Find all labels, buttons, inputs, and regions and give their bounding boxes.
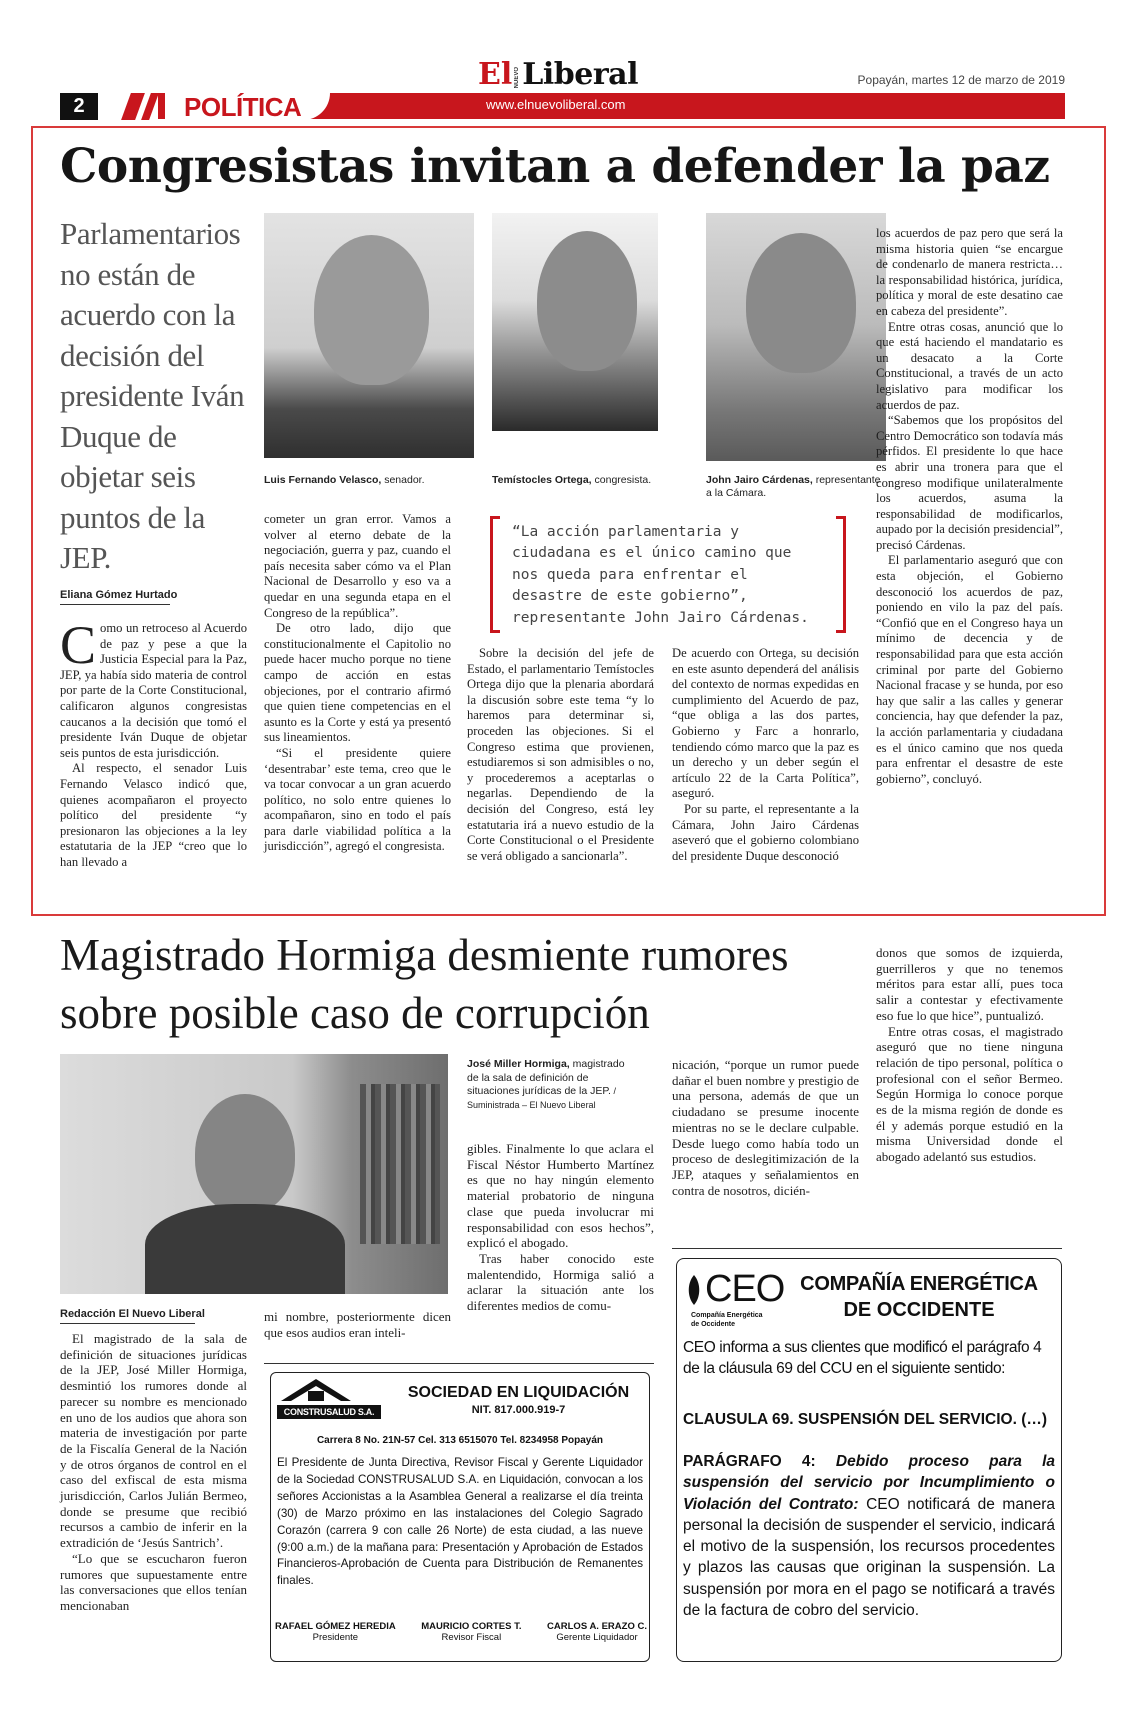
ceo-title-1: COMPAÑÍA ENERGÉTICA — [800, 1273, 1038, 1295]
ceo-paragraph-text: CEO notificará de manera personal la decisión de suspender el servicio, indicará el motivo de la suspensión, los recursos procedentes y plazos las causas que originan la suspensión. La suspensión por mora en el pago se notificará a través de la factura de cobro del servicio. — [683, 1495, 1055, 1620]
photo-cardenas-head — [746, 233, 856, 373]
article1-col2-p2: De otro lado, dijo que constitucionalmente el Capitolio no puede hacer mucho porque no tiene campo de acción en estas objeciones, por el contrario afirmó que quien tiene competencias en el asunto es la Corte y está ya presentó sus lineamientos. — [264, 621, 451, 745]
ad-ceo — [676, 1258, 1062, 1662]
photo-hormiga — [60, 1054, 448, 1294]
article2-headline-line2: sobre posible caso de corrupción — [60, 988, 650, 1038]
article1-col3 — [467, 646, 654, 864]
article1-deck: Parlamentarios no están de acuerdo con la decisión del presidente Iván Duque de objetar seis puntos de la JEP. — [60, 216, 245, 575]
caption-cardenas — [706, 474, 886, 500]
logo-liberal: Liberal — [522, 57, 638, 92]
article1-col5-p2: Entre otras cosas, anunció que lo que está haciendo el mandatario es un desacato a la Corte Constitucional, a través de un acto legislativo para modificar los acuerdos de paz. — [876, 319, 1063, 412]
article1-col1-p1-text: omo un retroceso al Acuerdo de paz y pese a que la Justicia Especial para la Paz, JEP, ya había sido materia de control por parte de la Corte Constitucional, calificaron algunos congresistas caucanos a la decisión que tomó el presidente Iván Duque de objetar seis puntos de esta jurisdicción. — [60, 621, 247, 760]
article2-col2-p1: mi nombre, posteriormente dicen que esos audios eran inteli- — [264, 1309, 451, 1340]
ceo-logo: CEO — [705, 1268, 785, 1310]
ceo-paragraph-italic: Debido proceso para la suspensión del servicio por Incumplimiento o Violación del Contrato: — [683, 1453, 1055, 1513]
caption-cardenas-name: John Jairo Cárdenas, — [706, 474, 813, 486]
ceo-logo-sub1: Compañía Energética — [691, 1312, 763, 1319]
article2-col4 — [672, 1057, 859, 1198]
caption-velasco-name: Luis Fernando Velasco, — [264, 474, 382, 486]
ad-construsalud-top-rule — [264, 1363, 654, 1364]
page-number: 2 — [60, 93, 98, 120]
section-label: POLÍTICA — [184, 92, 302, 122]
ceo-leaf-icon — [685, 1273, 703, 1307]
signer-presidente-role: Presidente — [312, 1632, 359, 1643]
article2-col5 — [876, 945, 1063, 1165]
byline-rule — [60, 604, 170, 605]
construsalud-nit: NIT. 817.000.919-7 — [471, 1404, 566, 1416]
article1-col5 — [876, 226, 1063, 787]
article1-headline: Congresistas invitan a defender la paz — [60, 139, 1050, 194]
article1-col5-p3: “Sabemos que los propósitos del Centro Democrático son todavía más pérfidos. El presidente lo que hace es abrir una tronera para que el congreso modifique unilateralmente los acuerdos, asuma la responsabilidad de modificarlos, aupado por la decisión presidencial”, precisó Cárdenas. — [876, 413, 1063, 552]
ceo-title-2: DE OCCIDENTE — [843, 1299, 995, 1321]
pullquote-bracket-right — [836, 516, 846, 633]
article2-col3-p1: gibles. Finalmente lo que aclara el Fiscal Néstor Humberto Martínez es que no hay ningún elemento material probatorio de ninguna clase que pueda involucrar mi responsabilidad con esos hechos”, explicó el abogado. — [467, 1141, 654, 1251]
article2-headline-line1: Magistrado Hormiga desmiente rumores — [60, 930, 789, 980]
construsalud-signers — [275, 1621, 647, 1643]
masthead — [0, 0, 1125, 122]
photo-hormiga-bookshelf — [360, 1084, 440, 1244]
ceo-paragraph — [683, 1451, 1055, 1621]
ad-construsalud — [270, 1372, 650, 1662]
article2-col5-p1: donos que somos de izquierda, guerrilleros y que no tenemos méritos para estar allí, pues toca salir a contestar y efectivamente eso fue lo que hice”, puntualizó. — [876, 945, 1063, 1023]
construsalud-body: El Presidente de Junta Directiva, Revisor Fiscal y Gerente Liquidador de la Sociedad CONSTRUSALUD S.A. en Liquidación, convocan a los señores Accionistas a la Asamblea General a realizarse el día treinta (30) de Marzo próximo en las instalaciones del Colegio Sagrado Corazón (carrera 9 con calle 26 Norte) de esta ciudad, a las nueve (9:00 a.m.) de la mañana para: Presentación y Aprobación de Estados Financieros-Aprobación de Cuenta para Distribución de Remanentes finales. — [277, 1456, 643, 1588]
logo-nuevo: NUEVO — [514, 66, 521, 88]
caption-hormiga-credit: / Suministrada – El Nuevo Liberal — [467, 1086, 616, 1110]
photo-velasco-head — [314, 235, 429, 385]
website-url: www.elnuevoliberal.com — [486, 97, 626, 112]
article1-col4-p1: De acuerdo con Ortega, su decisión en este asunto dependerá del análisis del contexto de normas expedidas en cumplimiento del Acuerdo de paz, “que obliga a las dos partes, Gobierno y Farc a honrarlo, tendiendo cómo marco que la paz es un derecho y un deber según el artículo 22 de la Carta Política”, aseguró. — [672, 646, 859, 801]
photo-ortega-head — [537, 231, 637, 371]
caption-cardenas-role: representante a la Cámara. — [706, 474, 881, 499]
signer-presidente-name: RAFAEL GÓMEZ HEREDIA — [275, 1621, 396, 1632]
article1-col1 — [60, 615, 247, 871]
construsalud-logo-text: CONSTRUSALUD S.A. — [277, 1405, 381, 1419]
logo-el: El — [478, 57, 513, 92]
article1-col2-p1: cometer un gran error. Vamos a volver al eterno debate de la negociación, guerra y paz, cuando el país necesita saber cómo va el Plan Nacional de Desarrollo y eso va a quedar en una segunda etapa en el Congreso de la república”. — [264, 512, 451, 620]
article2-col1-p2: “Lo que se escucharon fueron rumores que supuestamente entre las conversaciones que ellos tenían mencionaban — [60, 1550, 247, 1613]
photo-cardenas — [706, 213, 886, 461]
ad-ceo-top-rule — [672, 1248, 1062, 1249]
signer-revisor-role: Revisor Fiscal — [441, 1632, 502, 1643]
article1-col4-p2: Por su parte, el representante a la Cámara, John Jairo Cárdenas aseveró que el gobierno colombiano del presidente Duque desconoció — [672, 801, 859, 863]
article2-col1 — [60, 1331, 247, 1614]
signer-gerente-name: CARLOS A. ERAZO C. — [547, 1621, 647, 1632]
article2-col3-p2: Tras haber conocido este malentendido, Hormiga salió a aclarar la situación ante los diferentes medios de comu- — [467, 1250, 654, 1314]
ceo-clause: CLAUSULA 69. SUSPENSIÓN DEL SERVICIO. (…) — [683, 1411, 1048, 1428]
signer-revisor-name: MAURICIO CORTES T. — [421, 1621, 522, 1632]
signer-gerente-role: Gerente Liquidador — [556, 1632, 638, 1643]
article2-col1-p1: El magistrado de la sala de definición de situaciones jurídicas de la JEP, José Miller Hormiga, desmintió los rumores donde al parecer su nombre es mencionado en uno de los audios que ahora son materia de investigación por parte de la Fiscalía General de la Nación y de otros órganos de control en el caso del exfiscal de esta misma jurisdicción, Carlos Julián Bermeo, donde se presume que recibió recursos a cambio de inferir en la extradición de ‘Jesús Santrich’. — [60, 1331, 247, 1551]
issue-date: Popayán, martes 12 de marzo de 2019 — [857, 73, 1065, 87]
caption-velasco — [264, 474, 474, 487]
article1-col5-p1: los acuerdos de paz pero que será la misma historia quien “se encargue de condenarlo de manera restricta… la responsabilidad histórica, jurídica, política y moral de este desatino cae en cabeza del presidente”. — [876, 226, 1063, 318]
article1-col1-p1 — [60, 615, 247, 761]
article2-col5-p2: Entre otras cosas, el magistrado aseguró que no tiene ninguna relación de tipo personal, política o profesional con el señor Bermeo. Según Hormiga lo conoce porque es de la misma región de donde es él y además porque estudió en la misma Universidad donde el abogado adelantó sus estudios. — [876, 1023, 1063, 1165]
caption-ortega — [492, 474, 658, 487]
article1-col1-p2: Al respecto, el senador Luis Fernando Velasco indicó que, quienes acompañaron el proyecto político del presidente “y presionaron las objeciones a la ley estatutaria de la JEP “creo que lo han llevado a — [60, 761, 247, 869]
article1-col5-p4: El parlamentario aseguró que con esta objeción, el Gobierno desconoció los acuerdos de paz, poniendo en vilo la paz del país. “Confió que en el Congreso haya un mínimo de decencia y de responsabilidad para que esta acción criminal por parte del Gobierno Nacional fracase y se hunda, por eso hay que salir a las calles y generar conciencia, hay que defender la paz, la acción parlamentaria y ciudadana es el único camino que nos queda para enfrentar el desastre de este gobierno”, concluyó. — [876, 553, 1063, 786]
photo-ortega — [492, 213, 658, 431]
article2-byline: Redacción El Nuevo Liberal — [60, 1308, 205, 1320]
photo-hormiga-body — [145, 1204, 345, 1294]
caption-ortega-name: Temístocles Ortega, — [492, 474, 592, 486]
caption-ortega-role: congresista. — [591, 474, 652, 486]
article1-col2 — [264, 512, 451, 855]
article2-col4-p1: nicación, “porque un rumor puede dañar el buen nombre y prestigio de una persona, además de que un ciudadano se presume inocente mientras no se le declare culpable. Desde luego como había todo un proceso de deslegitimización de la JEP, ataques y señalamientos en contra de nosotros, dicién- — [672, 1057, 859, 1198]
pullquote-text: “La acción parlamentaria y ciudadana es el único camino que nos queda para enfrentar el desastre de este gobierno”, representante John Jairo Cárdenas. — [512, 524, 809, 626]
caption-hormiga-text: magistrado de la sala de definición de situaciones jurídicas de la JEP. — [467, 1058, 625, 1097]
article1-col4 — [672, 646, 859, 864]
signer-revisor — [421, 1621, 521, 1643]
ceo-paragraph-label: PARÁGRAFO 4: — [683, 1453, 816, 1470]
masthead-logo — [478, 56, 638, 90]
article1-byline: Eliana Gómez Hurtado — [60, 589, 178, 601]
article2-headline — [60, 926, 860, 1042]
photo-velasco — [264, 213, 474, 458]
construsalud-address: Carrera 8 No. 21N-57 Cel. 313 6515070 Tel. 8234958 Popayán — [316, 1435, 604, 1446]
dropcap: C — [60, 615, 97, 675]
construsalud-roof-icon — [281, 1379, 351, 1403]
ceo-logo-sub2: de Occidente — [691, 1321, 735, 1328]
pullquote-bracket-left — [490, 516, 500, 633]
caption-hormiga — [467, 1058, 637, 1112]
article2-col3 — [467, 1141, 654, 1314]
caption-hormiga-name: José Miller Hormiga, — [467, 1058, 570, 1070]
photo-hormiga-head — [195, 1094, 295, 1214]
signer-gerente — [547, 1621, 647, 1643]
article1-col3-p1: Sobre la decisión del jefe de Estado, el parlamentario Temístocles Ortega dijo que la plenaria abordará la discusión sobre este tema “y lo haremos para determinar si, proceden las objeciones. Si el Congreso estima que provienen, estudiaremos si son admisibles o no, y procederemos a aceptarlas o negarlas. Dependiendo de la decisión del Congreso, está ley estatutaria irá a nuevo estudio de la Corte Constitucional o el Presidente se verá obligado a sancionarla”. — [467, 646, 654, 863]
ceo-intro: CEO informa a sus clientes que modificó el parágrafo 4 de la cláusula 69 del CCU en el siguiente sentido: — [683, 1339, 1042, 1377]
article1-col2-p3: “Si el presidente quiere ‘desentrabar’ este tema, creo que le va tocar convocar a un gran acuerdo político, no solo entre quienes lo acompañaron, sino en todo el país para darle viabilidad política a la jurisdicción”, agregó el congresista. — [264, 745, 451, 854]
construsalud-logo — [277, 1379, 381, 1429]
signer-presidente — [275, 1621, 396, 1643]
construsalud-title: SOCIEDAD EN LIQUIDACIÓN — [407, 1384, 630, 1401]
article2-byline-rule — [60, 1323, 195, 1324]
article2-col2 — [264, 1309, 451, 1340]
caption-velasco-role: senador. — [381, 474, 425, 486]
